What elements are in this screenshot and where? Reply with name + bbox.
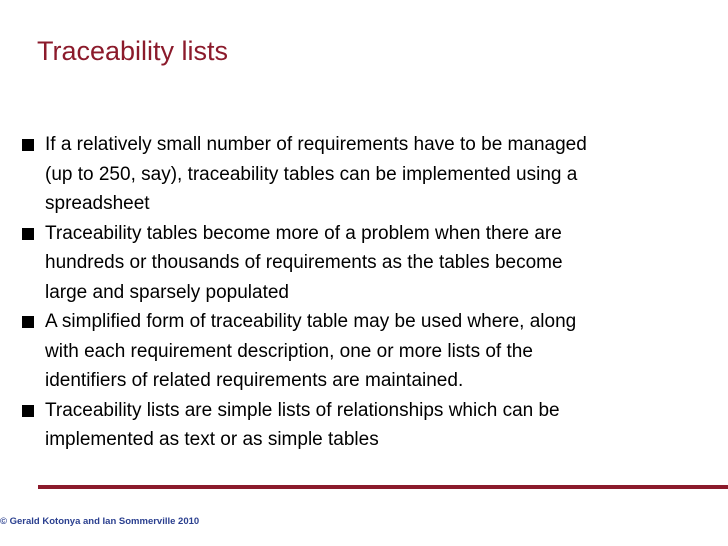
- bullet-line: identifiers of related requirements are maintained.: [45, 370, 464, 391]
- bullet-line: spreadsheet: [45, 193, 150, 214]
- bullet-line: Traceability lists are simple lists of relationships which can be: [45, 399, 560, 421]
- bullet-line: Traceability tables become more of a problem when there are: [45, 222, 562, 244]
- bullet-line: with each requirement description, one or more lists of the: [45, 340, 533, 362]
- square-bullet-icon: [22, 139, 34, 151]
- footer-divider: [38, 485, 728, 489]
- copyright-footer: © Gerald Kotonya and Ian Sommerville 2010: [0, 516, 200, 527]
- square-bullet-icon: [22, 228, 34, 240]
- bullet-line: hundreds or thousands of requirements as the tables become: [45, 252, 563, 273]
- bullet-line: (up to 250, say), traceability tables can be implemented using a: [45, 163, 578, 185]
- bullet-item: [20, 130, 700, 219]
- bullet-line: If a relatively small number of requirements have to be managed: [45, 134, 587, 155]
- bullet-item: [20, 307, 700, 396]
- slide-title: Traceability lists: [37, 36, 229, 66]
- bullet-item: [20, 396, 700, 455]
- square-bullet-icon: [22, 316, 34, 328]
- bullet-line: A simplified form of traceability table may be used where, along: [45, 311, 577, 332]
- bullet-item: [20, 219, 700, 308]
- bullet-line: implemented as text or as simple tables: [45, 429, 379, 450]
- bullet-line: large and sparsely populated: [45, 281, 290, 303]
- square-bullet-icon: [22, 405, 34, 417]
- bullet-list: [20, 130, 700, 455]
